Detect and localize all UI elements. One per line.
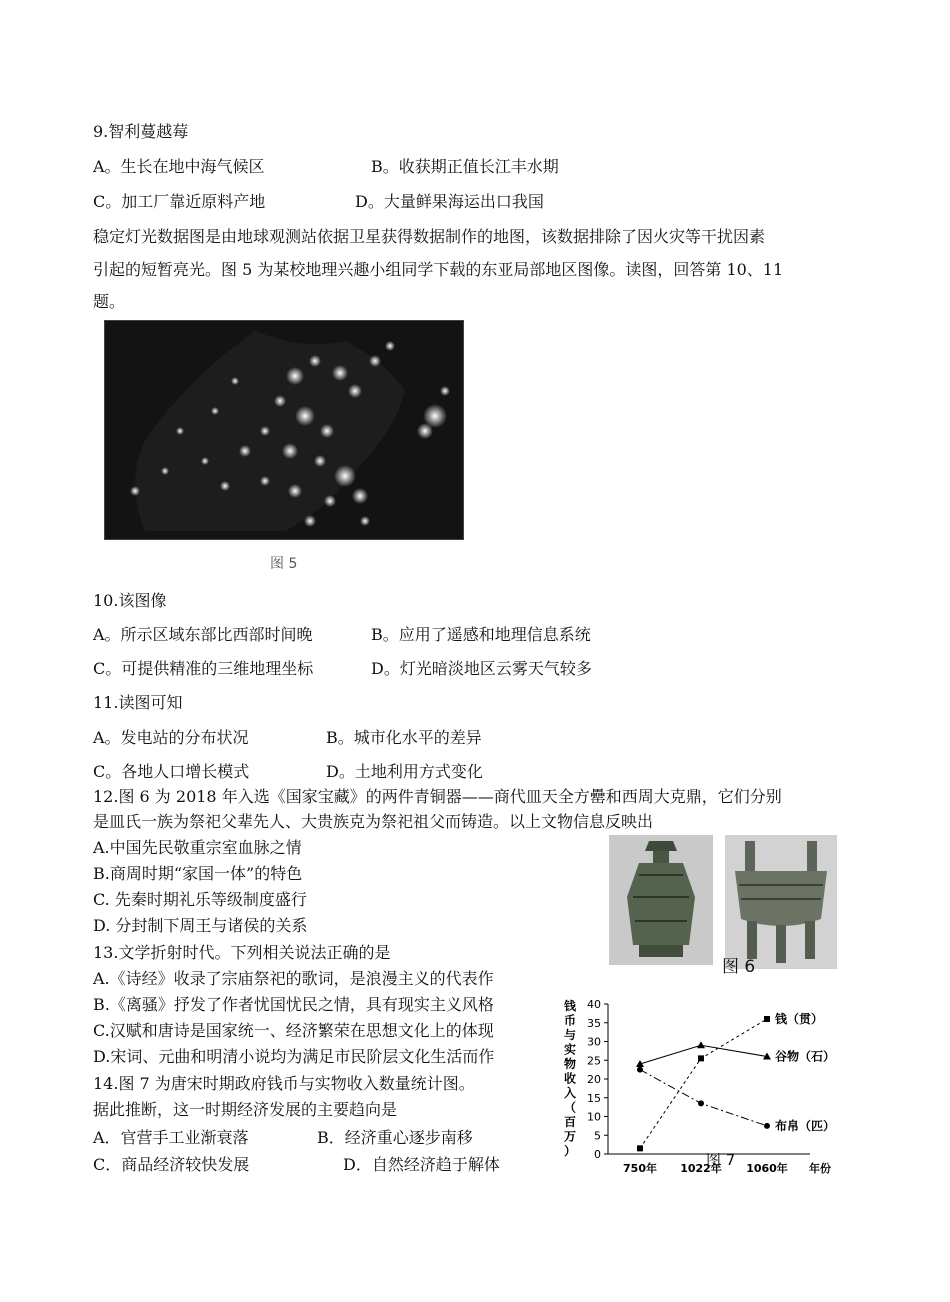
figure-6-caption: 图 6: [722, 957, 756, 977]
y-tick-label: 30: [587, 1035, 601, 1049]
q9-option-c: C。加工厂靠近原料产地: [93, 192, 266, 211]
y-axis-title-char: 实: [563, 1042, 577, 1057]
q13-option-c: C.汉赋和唐诗是国家统一、经济繁荣在思想文化上的体现: [93, 1021, 494, 1040]
bronze-ding-image: [725, 835, 837, 969]
series-line: [640, 1019, 767, 1148]
q10-option-a: A。所示区域东部比西部时间晚: [93, 625, 313, 644]
q11-option-a: A。发电站的分布状况: [93, 728, 249, 747]
q13-option-a: A.《诗经》收录了宗庙祭祀的歌词，是浪漫主义的代表作: [93, 969, 494, 988]
figure-7-caption: 图 7: [706, 1151, 736, 1169]
data-point-square: [764, 1016, 770, 1022]
intro-line-3: 题。: [93, 292, 126, 311]
y-axis-title-char: 与: [563, 1028, 577, 1042]
q9-option-b: B。收获期正值长江丰水期: [371, 157, 559, 176]
q14-option-b: B．经济重心逐步南移: [317, 1128, 473, 1147]
data-point-square: [637, 1145, 643, 1151]
q9-stem: 9.智利蔓越莓: [93, 122, 189, 141]
q14-option-a: A．官营手工业渐衰落: [93, 1128, 249, 1147]
y-tick-label: 25: [587, 1054, 601, 1068]
q11-stem: 11.读图可知: [93, 693, 183, 712]
y-tick-label: 20: [587, 1073, 601, 1086]
bronze-ding-graphic: [725, 835, 837, 969]
data-point-circle: [698, 1100, 704, 1106]
series-label: 布帛（匹）: [775, 1118, 836, 1133]
y-axis-title-char: 物: [563, 1057, 577, 1071]
y-tick-label: 0: [594, 1148, 601, 1161]
q9-option-a: A。生长在地中海气候区: [93, 157, 265, 176]
q12-line-2: 是皿氏一族为祭祀父辈先人、大贵族克为祭祀祖父而铸造。以上文物信息反映出: [93, 812, 654, 831]
data-point-triangle: [697, 1041, 705, 1048]
figure-5-caption: 图 5: [270, 556, 298, 572]
x-axis-title: 年份: [809, 1162, 831, 1175]
y-axis-title-char: 百: [563, 1115, 577, 1129]
series-label: 谷物（石）: [775, 1049, 836, 1064]
y-axis-title-char: ）: [563, 1144, 577, 1158]
q14-line-2: 据此推断，这一时期经济发展的主要趋向是: [93, 1100, 398, 1119]
intro-line-1: 稳定灯光数据图是由地球观测站依据卫星获得数据制作的地图，该数据排除了因火灾等干扰因素: [93, 227, 766, 246]
q14-option-d: D．自然经济趋于解体: [343, 1155, 500, 1174]
q12-option-b: B.商周时期“家国一体”的特色: [93, 864, 303, 883]
x-tick-label: 1060年: [746, 1162, 788, 1175]
y-tick-label: 40: [587, 998, 601, 1011]
q11-option-c: C。各地人口增长模式: [93, 762, 250, 781]
y-axis-title-char: （: [563, 1100, 577, 1115]
data-point-circle: [637, 1067, 643, 1073]
q10-option-d: D。灯光暗淡地区云雾天气较多: [371, 659, 592, 678]
q12-line-1: 12.图 6 为 2018 年入选《国家宝藏》的两件青铜器——商代皿天全方罍和西周大克鼎，它们分别: [93, 787, 782, 806]
y-tick-label: 5: [594, 1129, 601, 1143]
bronze-fanglei-image: [609, 835, 713, 965]
q12-option-c: C. 先秦时期礼乐等级制度盛行: [93, 890, 307, 909]
q10-option-c: C。可提供精准的三维地理坐标: [93, 659, 314, 678]
q13-option-b: B.《离骚》抒发了作者忧国忧民之情，具有现实主义风格: [93, 995, 494, 1014]
x-tick-label: 750年: [623, 1162, 657, 1175]
q12-option-a: A.中国先民敬重宗室血脉之情: [93, 838, 302, 857]
y-axis-title-char: 万: [563, 1129, 577, 1144]
x-tick-label: 1022年: [680, 1162, 722, 1175]
q10-stem: 10.该图像: [93, 591, 167, 610]
y-axis-title-char: 币: [563, 1013, 577, 1028]
y-tick-label: 10: [587, 1110, 601, 1124]
y-axis-title-char: 入: [563, 1086, 577, 1100]
y-tick-label: 35: [587, 1016, 601, 1030]
q10-option-b: B。应用了遥感和地理信息系统: [371, 625, 591, 644]
q14-option-c: C．商品经济较快发展: [93, 1155, 250, 1174]
series-line: [640, 1070, 767, 1126]
data-point-circle: [764, 1123, 770, 1129]
q11-option-d: D。土地利用方式变化: [326, 762, 483, 781]
bronze-fanglei-graphic: [609, 835, 713, 965]
intro-line-2: 引起的短暂亮光。图 5 为某校地理兴趣小组同学下载的东亚局部地区图像。读图，回答第 10、11: [93, 260, 784, 279]
series-label: 钱（贯）: [775, 1012, 824, 1026]
q13-stem: 13.文学折射时代。下列相关说法正确的是: [93, 943, 391, 962]
q9-option-d: D。大量鲜果海运出口我国: [355, 192, 544, 211]
night-lights-graphic: [105, 321, 463, 539]
y-tick-label: 15: [587, 1091, 601, 1105]
q12-option-d: D. 分封制下周王与诸侯的关系: [93, 916, 308, 935]
y-axis-title-char: 收: [563, 1071, 577, 1086]
y-axis-title-char: 钱: [563, 999, 577, 1013]
data-point-square: [698, 1055, 704, 1061]
q11-option-b: B。城市化水平的差异: [326, 728, 482, 747]
night-lights-image: [104, 320, 464, 540]
q13-option-d: D.宋词、元曲和明清小说均为满足市民阶层文化生活而作: [93, 1047, 495, 1066]
q14-stem: 14.图 7 为唐宋时期政府钱币与实物收入数量统计图。: [93, 1074, 475, 1093]
